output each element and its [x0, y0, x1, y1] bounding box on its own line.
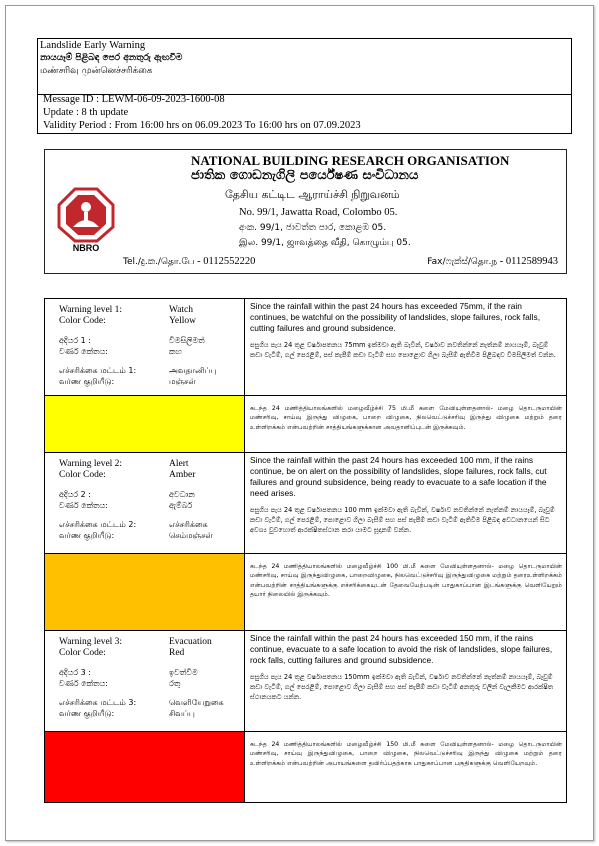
- description-si: පසුගිය පැය 24 තුළ වර්ෂාපතනය 75mm ඉක්මවා ඇති බැවින්, වර්ෂාව නවතින්නේ නැත්නම් නායයෑම්, බෑවුම් කඩා වැටීම්, ගල් පෙරළීම්, පස් කැපීම් කඩා වැටීම් සහ පොළොව ගිලා බැසීම් ඇතිවීම පිළිබඳව විමසිලිමත් වන්න.: [250, 341, 556, 360]
- level-label-cell: [45, 453, 245, 554]
- validity-period: Validity Period : From 16:00 hrs on 06.09.2023 To 16:00 hrs on 07.09.2023: [43, 120, 361, 131]
- level-label-cell: [45, 299, 245, 396]
- header-title-ta: மண்சரிவு முன்னெச்சரிக்கை: [40, 66, 153, 76]
- org-address-en: No. 99/1, Jawatta Road, Colombo 05.: [239, 207, 398, 218]
- warning-level-row: [45, 453, 567, 554]
- warning-level-swatch-row: [45, 732, 567, 803]
- org-address-ta: இல. 99/1, ஜாவத்தை வீதி, கொழும்பு 05.: [239, 238, 411, 248]
- color-name-ta: சிவப்பு: [169, 709, 195, 718]
- level-name-ta: வெளியேறுகை: [169, 698, 224, 707]
- color-code-label-ta: வர்ண குறியீடு:: [59, 531, 115, 540]
- color-name-si: රතු: [169, 679, 181, 688]
- description-si: පසුගිය පැය 24 තුළ වර්ෂාපතනය 100 mm ඉක්මවා ඇති බැවින්, වර්ෂාව නවතින්නේ නැත්නම් නායයෑම්, බෑවුම් කඩා වැටීම්, ගල් පෙරළීම්, පොළොව ගිලා බැසීම් සහ පස් කැපීම් කඩා වැටීම් ඇතිවීම පිළිබඳ අවධානයෙන් සිට අවශ්‍ය වුවහොත් ආරක්ෂිතස්ථාන කරා යාමට සූදානම් වන්න.: [250, 506, 555, 535]
- header-title-en: Landslide Early Warning: [40, 40, 146, 51]
- description-ta: கடந்த 24 மணித்தியாலங்களில் மழைவீழ்ச்சி 100 மி.மீ களை மேவியுள்ளதனால்- மழை தொடருமாயின் மண்சரிவு, சாய்வு இருந்துவிழுகை, பாறைவிழுகை, நிலவெட்டுச்சரிவு இருந்துவிழுகை மற்றும் தரைஉள்ளிறக்கம் என்பவற்றின் சாத்தியங்களுக்கு எச்சரிக்கையுடன் தேவையேற்படின் பாதுகாப்பான இடங்களுக்கு வெளியேறும் தயார் நிலையில் இருக்கவும்.: [250, 563, 562, 599]
- color-swatch: [45, 396, 245, 453]
- org-address-si: අංක. 99/1, ජාවත්ත පාර, කොළඹ 05.: [239, 223, 387, 233]
- description-en: Since the rainfall within the past 24 hours has exceeded 100 mm, if the rains continue, be on alert on the possibility of landslides, slope failures, rock falls, cut failures and ground subsidence, being ready to evacuate to a safe location if the need arises.: [250, 455, 547, 498]
- tel-label: Tel./දු.ක./தொ.பே: [123, 257, 195, 267]
- color-name-ta: மஞ்சள்: [169, 377, 196, 386]
- fax: [427, 256, 558, 268]
- organisation-letterhead: [44, 149, 567, 274]
- level-description-ta-cell: [245, 554, 567, 631]
- level-ta: எச்சரிக்கை மட்டம் 2:: [59, 520, 137, 529]
- level-description-cell: [245, 631, 567, 732]
- color-name-en: Yellow: [169, 316, 197, 326]
- level-en: Warning level 3:: [59, 637, 123, 647]
- color-code-label-si: වර්ණ කේතය:: [59, 501, 108, 510]
- description-ta: கடந்த 24 மணித்தியாலங்களில் மழைவீழ்ச்சி 75 மி.மீ களை மேவியுள்ளதனால்- மழை தொடருமாயின் மண்சரிவு, சாய்வு இருந்து விழுகை, பாறை விழுகை, நிலவெட்டுச்சரிவு இருந்து விழுகை மற்றும் தரை உள்ளிறக்கம் என்பவற்றின் சாத்தியங்களுக்கான அவதானிப்புடன் இருக்கவும்.: [250, 405, 562, 431]
- color-code-label-ta: வர்ண குறியீடு:: [59, 709, 115, 718]
- color-code-label: Color Code:: [59, 648, 106, 658]
- update-number: Update : 8 th update: [43, 107, 129, 118]
- color-code-label-si: වර්ණ කේතය:: [59, 347, 108, 356]
- level-en: Warning level 1:: [59, 305, 123, 315]
- level-name-si: ඉවත්වීම: [169, 668, 198, 677]
- color-code-label-si: වර්ණ කේතය:: [59, 679, 108, 688]
- color-code-label: Color Code:: [59, 470, 106, 480]
- color-name-si: කහ: [169, 347, 182, 356]
- level-si: අදියර 3 :: [59, 668, 91, 677]
- level-label-cell: [45, 631, 245, 732]
- level-name-ta: எச்சரிக்கை: [169, 520, 208, 529]
- fax-value: - 0112589943: [497, 256, 558, 267]
- level-si: අදියර 2 :: [59, 490, 91, 499]
- warning-header-box: [37, 38, 572, 95]
- logo-text: NBRO: [72, 243, 100, 253]
- nbro-emblem-icon: [55, 185, 117, 243]
- description-ta: கடந்த 24 மணித்தியாலங்களில் மழைவீழ்ச்சி 150 மி.மீ களை மேவியுள்ளதனால்- மழை தொடருமாயின் மண்சரிவு, சாய்வு இருந்துவிழுகை, பாறை விழுகை, நிலவெட்டுச்சரிவு இருந்து விழுகை மற்றும் தரை உள்ளிறக்கம் என்பவற்றின் அபாயங்களை தவிர்ப்பதற்காக பாதுகாப்பான பகுதிகளுக்கு வெளியேறவும்.: [250, 741, 562, 767]
- nbro-logo: [55, 185, 117, 265]
- level-description-cell: [245, 453, 567, 554]
- color-swatch: [45, 732, 245, 803]
- description-en: Since the rainfall within the past 24 hours has exceeded 75mm, if the rain continues, be watchful on the possibility of landslides, slope failures, rock falls, cutting failures and ground subsidence.: [250, 301, 541, 333]
- warning-levels-table: [44, 298, 567, 803]
- level-en: Warning level 2:: [59, 459, 123, 469]
- description-en: Since the rainfall within the past 24 hours has exceeded 150 mm, if the rains continue, evacuate to a safe location to avoid the risk of landslides, slope failures, rock falls, cutting failures and ground subsidence.: [250, 633, 553, 665]
- org-name-ta: தேசிய கட்டிட ஆராய்ச்சி நிறுவனம்: [225, 188, 400, 201]
- document-page: [5, 5, 594, 841]
- message-meta-box: [37, 93, 572, 134]
- fax-label: Fax/ෆැක්ස්/தொ.ந: [427, 257, 498, 267]
- level-description-ta-cell: [245, 396, 567, 453]
- warning-level-row: [45, 299, 567, 396]
- org-name-si: ජාතික ගොඩනැගිලි පර්යේෂණ සංවිධානය: [191, 168, 419, 183]
- header-title-si: නායයෑම් පිළිබඳ පෙර අනතුරු ඇඟවීම: [40, 53, 183, 63]
- level-description-cell: [245, 299, 567, 396]
- level-description-ta-cell: [245, 732, 567, 803]
- level-name-en: Alert: [169, 459, 189, 469]
- color-name-en: Amber: [169, 470, 196, 480]
- telephone: [123, 256, 255, 268]
- level-name-en: Watch: [169, 305, 194, 315]
- level-name-si: අවධාන: [169, 490, 195, 499]
- color-swatch: [45, 554, 245, 631]
- color-code-label-ta: வர்ண குறியீடு:: [59, 377, 115, 386]
- color-name-si: ඇම්බර්: [169, 501, 193, 510]
- level-si: අදියර 1 :: [59, 336, 91, 345]
- level-ta: எச்சரிக்கை மட்டம் 1:: [59, 366, 137, 375]
- level-name-en: Evacuation: [169, 637, 212, 647]
- level-name-si: විමසිලිමත්: [169, 336, 205, 345]
- level-name-ta: அவதானிப்பு: [169, 366, 217, 375]
- warning-level-row: [45, 631, 567, 732]
- color-code-label: Color Code:: [59, 316, 106, 326]
- warning-level-swatch-row: [45, 554, 567, 631]
- org-name-en: NATIONAL BUILDING RESEARCH ORGANISATION: [191, 153, 510, 168]
- level-ta: எச்சரிக்கை மட்டம் 3:: [59, 698, 137, 707]
- message-id: Message ID : LEWM-06-09-2023-1600-08: [43, 94, 225, 105]
- warning-level-swatch-row: [45, 396, 567, 453]
- color-name-ta: செம்மஞ்சள்: [169, 531, 213, 540]
- tel-value: - 0112552220: [194, 256, 256, 267]
- description-si: පසුගිය පැය 24 තුළ වර්ෂාපතනය 150mm ඉක්මවා ඇති බැවින්, වර්ෂාව නවතින්නේ නැත්නම් නායයෑම්, බෑවුම් කඩා වැටීම්, ගල් පෙරළීම්, පොළොව ගිලා බැසීම් සහ පස් කැපීම් කඩා වැටීම් අනතුරු වලින් වැලකීමට ආරක්ෂිත ස්ථානයකට යන්න.: [250, 673, 554, 702]
- color-name-en: Red: [169, 648, 185, 658]
